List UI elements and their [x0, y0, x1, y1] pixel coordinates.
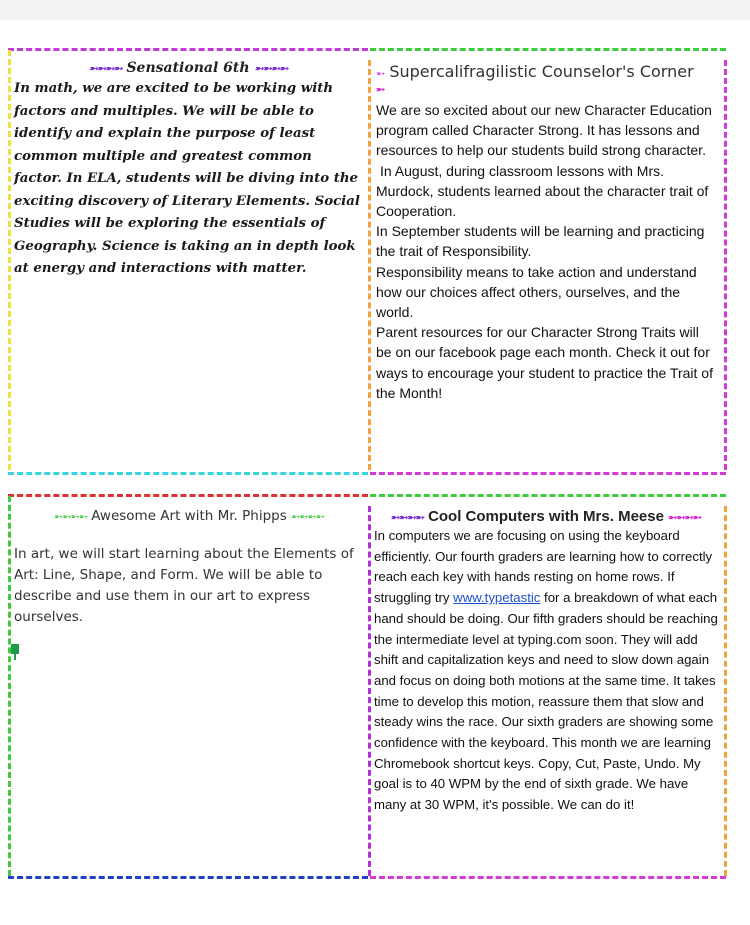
counselor-paragraph: In August, during classroom lessons with Mrs. Murdock, students learned about the character trait of Cooperation. — [376, 162, 709, 220]
border-right-top — [724, 60, 727, 470]
border-top-left — [8, 48, 368, 51]
border-bottom-left — [8, 876, 368, 879]
counselor-body — [376, 100, 718, 403]
computers-text-part: In computers we are focusing on using the keyboard efficiently. Our fourth graders are learning how to correctly reach each key with hands resting on home rows. If struggling try — [374, 528, 713, 606]
border-bottom-right — [370, 876, 726, 879]
art-body: In art, we will start learning about the Elements of Art: Line, Shape, and Form. We will be able to describe and use them in our art to express ourselves. — [14, 546, 354, 625]
text-cursor-icon — [11, 644, 19, 654]
sixth-grade-panel — [14, 60, 362, 281]
counselor-title: Supercalifragilistic Counselor's Corner — [389, 62, 694, 81]
arrow-decoration-icon: ➵ — [376, 84, 385, 96]
top-bar — [0, 0, 750, 20]
arrow-decoration-icon: ➵➵➵➵ — [254, 62, 288, 75]
border-top-right — [370, 48, 726, 51]
typetastic-link[interactable]: www.typetastic — [453, 590, 541, 606]
art-title-row — [14, 508, 364, 524]
border-mid-bottom — [368, 506, 371, 876]
counselor-paragraph: Parent resources for our Character Strong Traits will be on our facebook page each month. Check it out for ways to encourage your student to practice the Trait of the Month! — [376, 324, 713, 401]
sixth-grade-title: Sensational 6th — [126, 60, 250, 76]
counselor-title-row — [376, 62, 718, 81]
sixth-grade-title-row — [14, 60, 362, 76]
sixth-grade-body: In math, we are excited to be working with factors and multiples. We will be able to identify and explain the purpose of least common multiple and greatest common factor. In ELA, students will be diving into the exciting discovery of Literary Elements. Social Studies will be exploring the essentials of Geography. Science is taking an in depth look at energy and interactions with matter. — [14, 81, 360, 276]
arrow-decoration-icon: ➵➵➵➵ — [291, 510, 324, 523]
border-computers-top — [370, 494, 726, 497]
arrow-decoration-icon: ➵➵➵➵ — [668, 512, 701, 524]
art-panel — [14, 508, 364, 628]
arrow-decoration-icon: ➵➵➵➵ — [391, 512, 424, 524]
computers-text-part: for a breakdown of what each hand should be doing. Our fifth graders should be reaching the intermediate level at typing.com soon. They will add shift and capitalization keys and need to slow down again and focus on doing both motions at the same time. It takes time to develop this motion, reassure them that slow and steady wins the race. Our sixth graders are showing some confidence with the keyboard. This month we are learning Chromebook shortcut keys. Copy, Cut, Paste, Undo. My goal is to 40 WPM by the end of sixth grade. We have many at 30 WPM, it's possible. We can do it! — [374, 590, 718, 813]
border-mid-right — [370, 472, 726, 475]
art-title: Awesome Art with Mr. Phipps — [91, 508, 287, 524]
border-left-bottom — [8, 496, 11, 876]
border-mid-top — [368, 60, 371, 470]
border-mid-left — [8, 472, 368, 475]
computers-title-row — [374, 508, 718, 525]
arrow-decoration-icon: ➵➵➵➵ — [54, 510, 87, 523]
computers-panel — [374, 508, 718, 816]
counselor-paragraph: We are so excited about our new Character Education program called Character Strong. It has lessons and resources to help our students build strong character. — [376, 102, 712, 159]
counselor-paragraph: In September students will be learning and practicing the trait of Responsibility. — [376, 223, 705, 260]
counselor-panel — [376, 62, 718, 403]
arrow-decoration-icon: ➵➵➵➵ — [88, 62, 122, 75]
computers-title: Cool Computers with Mrs. Meese — [428, 508, 664, 525]
arrow-decoration-icon: ➵ — [376, 67, 385, 80]
border-left-top — [8, 50, 11, 470]
counselor-paragraph: Responsibility means to take action and understand how our choices affect others, ourselves, and the world. — [376, 263, 697, 321]
border-art-top — [8, 494, 368, 497]
border-right-bottom — [724, 506, 727, 876]
computers-body — [374, 526, 718, 816]
